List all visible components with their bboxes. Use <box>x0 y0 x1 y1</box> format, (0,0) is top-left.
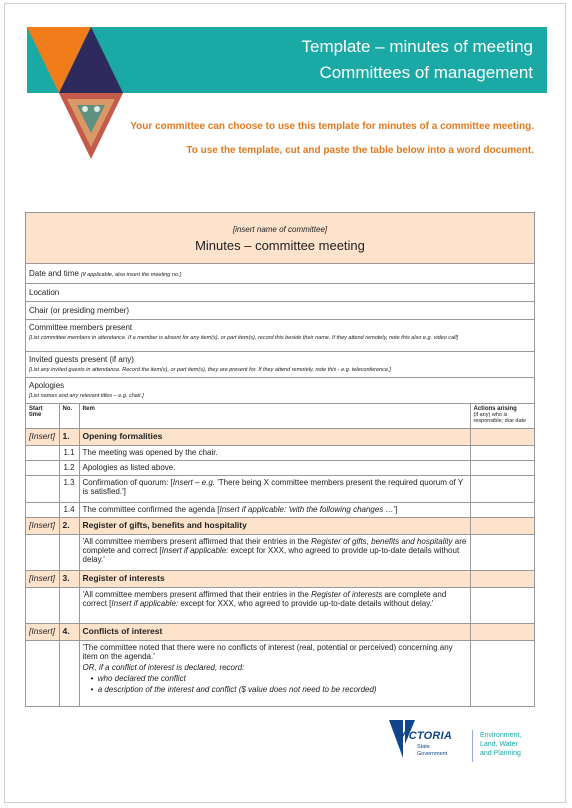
start-time-cell[interactable] <box>26 640 59 706</box>
logo-victoria-word: VICTORIA <box>398 730 452 742</box>
actions-cell[interactable] <box>470 640 534 706</box>
bullet-dot: • <box>90 684 98 694</box>
section-number: 3. <box>59 570 79 587</box>
section-number: 2. <box>59 517 79 534</box>
item-number <box>59 534 79 570</box>
actions-cell[interactable] <box>470 445 534 460</box>
guests-row[interactable] <box>26 352 534 378</box>
bullet-item <box>83 685 467 694</box>
bullet-dot: • <box>90 673 98 683</box>
dept-line-3: and Planning <box>480 750 521 757</box>
item-number: 1.2 <box>59 460 79 475</box>
section-row-interests <box>26 570 534 587</box>
bullet-text: who declared the conflict <box>97 673 186 683</box>
table-row <box>26 502 534 517</box>
item-header: Item <box>79 404 470 428</box>
actions-cell[interactable] <box>470 460 534 475</box>
section-start-time[interactable]: [Insert] <box>26 623 59 640</box>
start-time-cell[interactable] <box>26 534 59 570</box>
location-label: Location <box>29 288 60 297</box>
apologies-note: [List names and any relevant titles – e.g. chair.] <box>29 393 144 399</box>
item-text[interactable] <box>79 640 470 706</box>
item-text[interactable]: The meeting was opened by the chair. <box>79 445 470 460</box>
text-part: except for XXX, who agreed to provide up-to-date details without delay.' <box>82 545 460 564</box>
section-actions-cell[interactable] <box>470 517 534 534</box>
dept-line-1: Environment, <box>480 732 522 739</box>
section-start-time[interactable]: [Insert] <box>26 517 59 534</box>
text-part: 'There being X committee members present the required quorum of Y is satisfied.'] <box>82 477 464 496</box>
pattern-dot-2 <box>94 106 100 112</box>
conflicts-or-text: OR, if a conflict of interest is declared, record: <box>82 662 245 672</box>
item-text[interactable] <box>79 502 470 517</box>
item-number: 1.3 <box>59 475 79 502</box>
guests-note: [List any invited guests in attendance. Record the item(s), or part item(s), they are present for. If they attend remotely, note this - e.g. teleconference.] <box>29 367 391 373</box>
text-part-italic: Register of interests <box>311 589 383 599</box>
department-name <box>480 731 521 758</box>
section-actions-cell[interactable] <box>470 570 534 587</box>
text-part: '] <box>393 504 398 514</box>
table-header-row <box>26 404 534 428</box>
item-text[interactable] <box>79 475 470 502</box>
conflicts-statement: 'The committee noted that there were no conflicts of interest (real, potential or perceived) concerning any item on the agenda.' <box>82 642 453 661</box>
actions-cell[interactable] <box>470 502 534 517</box>
intro-line-1: Your committee can choose to use this template for minutes of a committee meeting. <box>130 121 534 132</box>
date-time-label: Date and time <box>29 269 79 278</box>
section-actions-cell[interactable] <box>470 623 534 640</box>
start-time-cell[interactable] <box>26 475 59 502</box>
date-time-row[interactable] <box>26 264 534 284</box>
table-row <box>26 445 534 460</box>
section-title: Register of gifts, benefits and hospitality <box>79 517 470 534</box>
section-start-time[interactable]: [Insert] <box>26 428 59 445</box>
section-title: Opening formalities <box>79 428 470 445</box>
text-part: The committee confirmed the agenda [ <box>82 504 220 514</box>
actions-cell[interactable] <box>470 534 534 570</box>
banner-title-line-1: Template – minutes of meeting <box>301 37 533 56</box>
banner-title <box>301 34 533 86</box>
actions-header-label: Actions arising <box>473 406 517 412</box>
members-note: [List committee members in attendance. If a member is absent for any item(s), or part item(s), record this beside their name. If they attend remotely, note this also e.g. video call] <box>29 335 459 341</box>
apologies-row[interactable] <box>26 378 534 404</box>
text-part-italic: Insert if applicable: <box>111 598 179 608</box>
table-row <box>26 534 534 570</box>
location-row[interactable] <box>26 284 534 302</box>
text-part: are complete and correct [ <box>82 589 447 608</box>
victoria-government-logo <box>387 718 537 766</box>
logo-government: Government <box>417 751 448 757</box>
text-part-italic: Register of gifts, benefits and hospitality <box>311 536 453 546</box>
table-row <box>26 460 534 475</box>
guests-label: Invited guests present (if any) <box>29 355 134 364</box>
members-row[interactable] <box>26 320 534 352</box>
members-label: Committee members present <box>29 323 133 332</box>
chair-row[interactable] <box>26 302 534 320</box>
start-time-cell[interactable] <box>26 587 59 623</box>
start-time-cell[interactable] <box>26 502 59 517</box>
item-number: 1.4 <box>59 502 79 517</box>
no-header: No. <box>59 404 79 428</box>
agenda-table <box>26 404 534 706</box>
section-number: 1. <box>59 428 79 445</box>
item-text[interactable] <box>79 534 470 570</box>
text-part: are complete and correct [ <box>82 536 467 555</box>
banner-title-line-2: Committees of management <box>319 63 533 82</box>
text-part-italic: Insert if applicable: 'with the following changes … <box>219 504 394 514</box>
logo-state: State <box>417 744 430 750</box>
section-actions-cell[interactable] <box>470 428 534 445</box>
section-row-conflicts <box>26 623 534 640</box>
dept-line-2: Land, Water <box>480 741 518 748</box>
start-time-cell[interactable] <box>26 445 59 460</box>
minutes-form <box>25 212 535 707</box>
text-part: Confirmation of quorum: [ <box>82 477 173 487</box>
logo-separator <box>472 730 473 762</box>
text-part-italic: Insert if applicable: <box>161 545 229 555</box>
text-part: except for XXX, who agreed to provide up-to-date details without delay.' <box>178 598 434 608</box>
item-number: 1.1 <box>59 445 79 460</box>
section-title: Conflicts of interest <box>79 623 470 640</box>
table-row <box>26 475 534 502</box>
text-part: 'All committee members present affirmed that their entries in the <box>82 589 312 599</box>
item-text[interactable]: Apologies as listed above. <box>79 460 470 475</box>
text-part-italic: Insert – e.g. <box>172 477 216 487</box>
actions-header <box>470 404 534 428</box>
text-part: 'All committee members present affirmed that their entries in the <box>82 536 312 546</box>
pattern-dot <box>82 106 88 112</box>
bullet-item <box>83 674 467 683</box>
committee-name-placeholder[interactable]: [insert name of committee] <box>232 225 328 234</box>
form-title: Minutes – committee meeting <box>195 238 365 253</box>
start-time-cell[interactable] <box>26 460 59 475</box>
item-text[interactable] <box>79 587 470 623</box>
actions-cell[interactable] <box>470 475 534 502</box>
chair-label: Chair (or presiding member) <box>29 306 130 315</box>
date-time-note: [If applicable, also insert the meeting no.] <box>81 272 182 278</box>
bullet-text: a description of the interest and conflict ($ value does not need to be recorded) <box>97 684 377 694</box>
intro-line-2: To use the template, cut and paste the table below into a word document. <box>186 145 534 156</box>
decorative-triangles <box>27 27 127 162</box>
section-start-time[interactable]: [Insert] <box>26 570 59 587</box>
section-row-opening <box>26 428 534 445</box>
actions-header-note: (if any) who is responsible; due date <box>473 412 527 424</box>
actions-cell[interactable] <box>470 587 534 623</box>
apologies-label: Apologies <box>29 381 65 390</box>
section-row-gifts <box>26 517 534 534</box>
start-time-header: Start time <box>26 404 59 428</box>
section-number: 4. <box>59 623 79 640</box>
table-row <box>26 587 534 623</box>
item-number <box>59 640 79 706</box>
section-title: Register of interests <box>79 570 470 587</box>
logo-state-government <box>417 744 447 758</box>
form-header <box>26 213 534 264</box>
table-row <box>26 640 534 706</box>
item-number <box>59 587 79 623</box>
